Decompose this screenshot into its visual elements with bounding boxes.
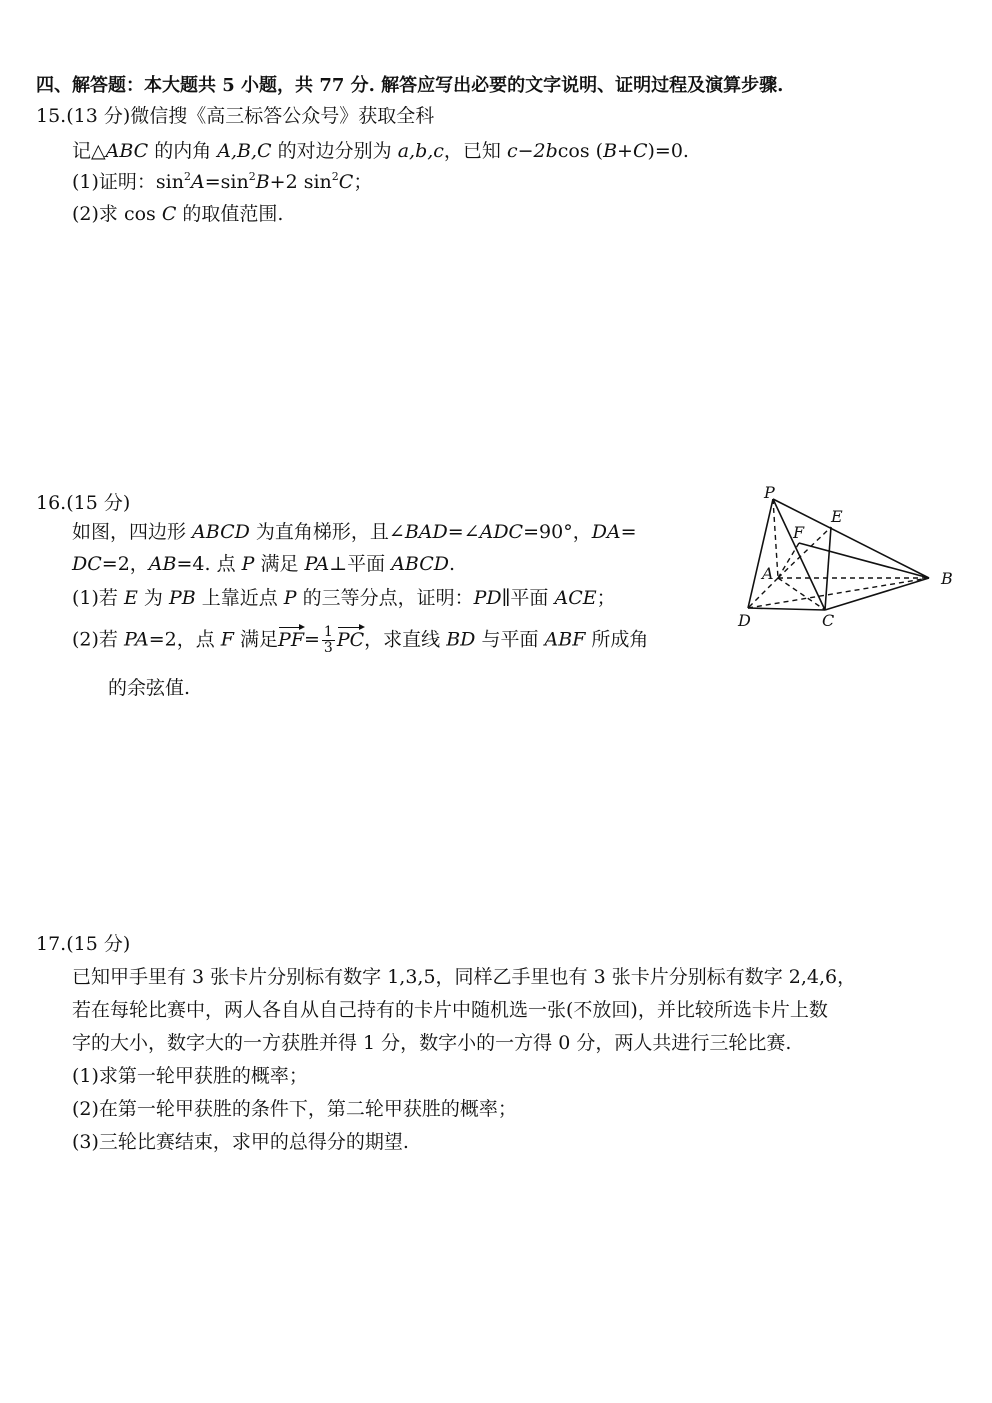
- q15-stem-eq: B+C: [603, 140, 648, 162]
- q16-text: 所成角: [585, 628, 649, 651]
- q15-stem-text: 的内角: [148, 140, 218, 162]
- q15-stem: [72, 137, 689, 165]
- q16-text: =2，点: [148, 628, 221, 651]
- q15-part1: [72, 168, 372, 196]
- edge-ae: [778, 527, 831, 578]
- q16-text: 如图，四边形: [72, 521, 193, 543]
- q16-text: =4. 点: [176, 553, 242, 575]
- q15-stem-text: 记△: [72, 140, 106, 162]
- q16-var: P: [283, 587, 297, 609]
- section-header: 四、解答题：本大题共 5 小题，共 77 分. 解答应写出必要的文字说明、证明过程及演算步骤.: [36, 75, 784, 96]
- q17-score: (15 分): [66, 933, 131, 955]
- q16-text: 的三等分点，证明：: [296, 587, 474, 609]
- q16-var: DA: [591, 521, 621, 543]
- q16-var: DC: [72, 553, 102, 575]
- q15-part1-text: (1)证明：sin: [72, 171, 184, 193]
- q16-var: PA: [304, 553, 330, 575]
- q15-part1-text: =sin: [204, 171, 249, 193]
- square-exponent: 2: [183, 170, 191, 183]
- q15-stem-eq: c−2b: [506, 140, 558, 162]
- q16-text: (1)若: [72, 587, 124, 609]
- q16-text: =: [620, 521, 637, 543]
- q16-text: ⊥平面: [329, 553, 392, 575]
- q15-part1-var: C: [338, 171, 354, 193]
- q15-part1-var: B: [255, 171, 270, 193]
- edge-fb: [799, 543, 929, 578]
- q17-line3: 字的大小，数字大的一方获胜并得 1 分，数字小的一方得 0 分，两人共进行三轮比赛.: [72, 1032, 792, 1054]
- q15-stem-sides: a,b,c: [397, 140, 444, 162]
- edge-db: [748, 578, 929, 608]
- q15-part2: [72, 200, 283, 228]
- q16-title: [36, 489, 130, 517]
- q15-part2-text: 的取值范围.: [176, 203, 284, 225]
- q17-part1: (1)求第一轮甲获胜的概率；: [72, 1065, 308, 1087]
- q15-stem-tri: ABC: [105, 140, 149, 162]
- q16-var: ABCD: [391, 553, 450, 575]
- q16-text: 满足: [254, 553, 305, 575]
- q16-text: (2)若: [72, 628, 124, 651]
- q17-line1: 已知甲手里有 3 张卡片分别标有数字 1,3,5，同样乙手里也有 3 张卡片分别标有数字 2,4,6，: [72, 966, 857, 988]
- q15-stem-eq: cos (: [557, 140, 604, 162]
- fraction-one-third: [322, 625, 335, 656]
- q16-var: ABCD: [192, 521, 250, 543]
- q16-text: ；: [596, 587, 616, 609]
- q16-var: P: [241, 553, 255, 575]
- pyramid-figure: [736, 484, 966, 634]
- edge-pd: [748, 499, 773, 608]
- q16-text: =2，: [101, 553, 149, 575]
- q15-part2-var: C: [161, 203, 177, 225]
- q15-stem-text: 的对边分别为: [271, 140, 398, 162]
- q17-part3: (3)三轮比赛结束，求甲的总得分的期望.: [72, 1131, 409, 1153]
- q15-part1-text: ；: [353, 171, 373, 193]
- q16-var: ABF: [544, 628, 586, 651]
- edge-pa: [773, 499, 778, 578]
- q16-var: PB: [168, 587, 196, 609]
- q16-text: =90°，: [523, 521, 592, 543]
- q16-line1: [72, 518, 637, 546]
- q15-part1-var: A: [190, 171, 205, 193]
- label-d: D: [738, 611, 751, 630]
- edge-dc: [748, 608, 825, 610]
- q15-part1-text: +2 sin: [269, 171, 332, 193]
- q16-part2: [72, 625, 648, 656]
- vector-pf: PF: [278, 626, 304, 654]
- fraction-numerator: 1: [323, 624, 333, 640]
- q16-text: =: [304, 628, 320, 651]
- q16-text: 为: [137, 587, 169, 609]
- q15-title: [36, 102, 434, 130]
- q16-var: PA: [123, 628, 149, 651]
- edge-ec: [825, 527, 831, 610]
- q16-number: 16.: [36, 492, 67, 514]
- label-a: A: [762, 564, 774, 583]
- q15-stem-text: ，已知: [443, 140, 507, 162]
- q16-text: 与平面: [475, 628, 545, 651]
- q15-score: (13 分): [66, 105, 131, 127]
- q17-line2: 若在每轮比赛中，两人各自从自己持有的卡片中随机选一张(不放回)，并比较所选卡片上数: [72, 999, 828, 1021]
- edge-pc: [773, 499, 825, 610]
- q15-stem-eq: )=0.: [647, 140, 689, 162]
- label-p: P: [764, 484, 775, 502]
- q17-number: 17.: [36, 933, 67, 955]
- q16-var: PD: [473, 587, 502, 609]
- q16-text: ∥平面: [501, 587, 555, 609]
- q15-number: 15.: [36, 105, 67, 127]
- label-f: F: [793, 523, 805, 542]
- square-exponent: 2: [331, 170, 339, 183]
- q16-var: BD: [446, 628, 476, 651]
- q16-var: ADC: [479, 521, 524, 543]
- edge-cb: [825, 578, 929, 610]
- q16-score: (15 分): [66, 492, 131, 514]
- q17-title: [36, 930, 130, 958]
- q16-text: =∠: [447, 521, 480, 543]
- q16-text: ，求直线: [364, 628, 447, 651]
- q16-var: ACE: [554, 587, 597, 609]
- label-b: B: [941, 569, 953, 588]
- q16-text: .: [449, 553, 456, 575]
- q16-text: 为直角梯形，且∠: [249, 521, 405, 543]
- vector-pc: PC: [337, 626, 364, 654]
- q16-text: 上靠近点: [195, 587, 284, 609]
- q16-line5: 的余弦值.: [108, 677, 191, 699]
- q15-part2-text: (2)求 cos: [72, 203, 162, 225]
- q16-var: F: [220, 628, 234, 651]
- label-c: C: [822, 611, 835, 630]
- q16-var: BAD: [404, 521, 448, 543]
- q16-var: AB: [148, 553, 177, 575]
- q16-line2: [72, 550, 455, 578]
- q15-note: 微信搜《高三标答公众号》获取全科: [130, 105, 435, 127]
- q17-part2: (2)在第一轮甲获胜的条件下，第二轮甲获胜的概率；: [72, 1098, 517, 1120]
- label-e: E: [831, 507, 843, 526]
- q15-stem-angles: A,B,C: [217, 140, 272, 162]
- fraction-denominator: 3: [323, 640, 333, 656]
- q16-text: 满足: [233, 628, 279, 651]
- square-exponent: 2: [248, 170, 256, 183]
- q16-part1: [72, 584, 616, 612]
- q16-var: E: [123, 587, 138, 609]
